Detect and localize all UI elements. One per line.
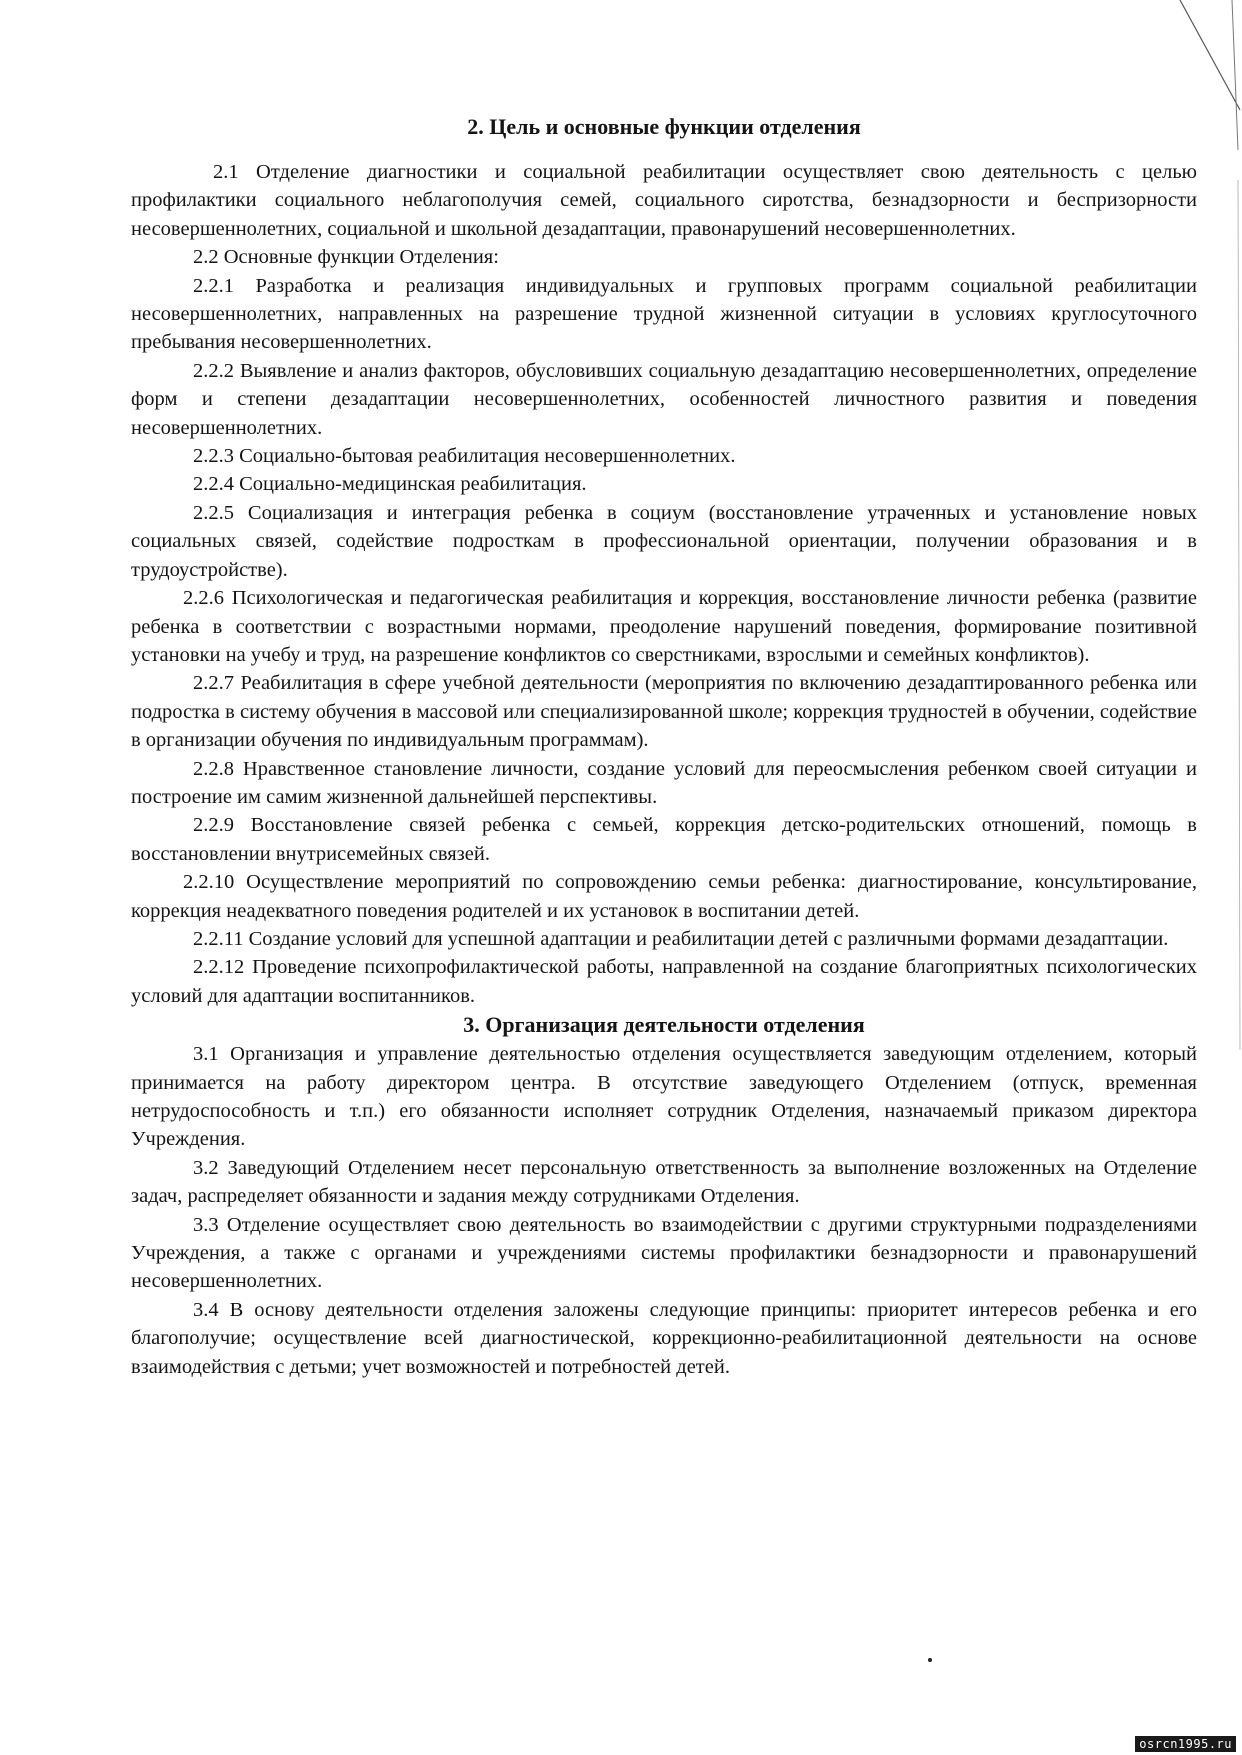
paragraph-2-2-8: 2.2.8 Нравственное становление личности, создание условий для переосмысления ребенком своей ситуации и построение им самим жизненной дальнейшей перспективы. <box>131 757 1197 808</box>
paragraph-2-2-9: 2.2.9 Восстановление связей ребенка с семьей, коррекция детско-родительских отношений, помощь в восстановлении внутрисемейных связей. <box>131 814 1197 865</box>
paragraph-2-1: 2.1 Отделение диагностики и социальной реабилитации осуществляет свою деятельность с целью профилактики социального неблагополучия семей, социального сиротства, безнадзорности и беспризорности несовершеннолетних, социальной и школьной дезадаптации, правонарушений несовершеннолетних. <box>131 161 1197 240</box>
paragraph-2-2-10: 2.2.10 Осуществление мероприятий по сопровождению семьи ребенка: диагностирование, консультирование, коррекция неадекватного поведения родителей и их установок в воспитании детей. <box>131 871 1197 922</box>
paragraph-3-1: 3.1 Организация и управление деятельностью отделения осуществляется заведующим отделением, который принимается на работу директором центра. В отсутствие заведующего Отделением (отпуск, временная нетрудоспособность и т.п.) его обязанности исполняет сотрудник Отделения, назначаемый приказом директора Учреждения. <box>131 1043 1197 1151</box>
paragraph-2-2-5: 2.2.5 Социализация и интеграция ребенка в социум (восстановление утраченных и установление новых социальных связей, содействие подросткам в профессиональной ориентации, получении образования и в трудоустройстве). <box>131 501 1197 581</box>
scan-speck <box>928 1658 932 1662</box>
paragraph-2-2-3: 2.2.3 Социально-бытовая реабилитация несовершеннолетних. <box>193 445 736 468</box>
site-watermark: osrcn1995.ru <box>1135 1736 1236 1752</box>
paragraph-3-3: 3.3 Отделение осуществляет свою деятельность во взаимодействии с другими структурными подразделениями Учреждения, а также с органами и учреждениями системы профилактики безнадзорности и правонарушений несовершеннолетних. <box>131 1213 1197 1293</box>
document-body <box>131 112 1197 1381</box>
paragraph-2-2-1: 2.2.1 Разработка и реализация индивидуальных и групповых программ социальной реабилитации несовершеннолетних, направленных на разрешение трудной жизненной ситуации в условиях круглосуточного пребывания несовершеннолетних. <box>131 274 1197 354</box>
paragraph-2-2-11: 2.2.11 Создание условий для успешной адаптации и реабилитации детей с различными формами дезадаптации. <box>193 927 1169 950</box>
paragraph-2-2-4: 2.2.4 Социально-медицинская реабилитация. <box>193 473 587 496</box>
paragraph-2-2-12: 2.2.12 Проведение психопрофилактической работы, направленной на создание благоприятных психологических условий для адаптации воспитанников. <box>131 956 1197 1007</box>
paragraph-3-2: 3.2 Заведующий Отделением несет персональную ответственность за выполнение возложенных на Отделение задач, распределяет обязанности и задания между сотрудниками Отделения. <box>131 1156 1197 1208</box>
paragraph-3-4: 3.4 В основу деятельности отделения заложены следующие принципы: приоритет интересов ребенка и его благополучие; осуществление всей диагностической, коррекционно-реабилитационной деятельности на основе взаимодействия с детьми; учет возможностей и потребностей детей. <box>131 1298 1197 1378</box>
paragraph-2-2-6: 2.2.6 Психологическая и педагогическая реабилитация и коррекция, восстановление личности ребенка (развитие ребенка в соответствии с возрастными нормами, преодоление нарушений поведения, формирование позитивной установки на учебу и труд, на разрешение конфликтов со сверстниками, взрослыми и семейных конфликтов). <box>131 587 1197 666</box>
paragraph-2-2-2: 2.2.2 Выявление и анализ факторов, обусловивших социальную дезадаптацию несовершеннолетних, определение форм и степени дезадаптации несовершеннолетних, особенностей личностного развития и поведения несовершеннолетних. <box>131 359 1197 439</box>
section-2-title: 2. Цель и основные функции отделения <box>467 114 861 139</box>
paragraph-2-2: 2.2 Основные функции Отделения: <box>193 246 499 269</box>
paragraph-2-2-7: 2.2.7 Реабилитация в сфере учебной деятельности (мероприятия по включению дезадаптированного ребенка или подростка в систему обучения в массовой или специализированной школе; коррекция трудностей в обучении, содействие в организации обучения по индивидуальным программам). <box>131 672 1197 752</box>
section-3-title: 3. Организация деятельности отделения <box>463 1012 865 1038</box>
